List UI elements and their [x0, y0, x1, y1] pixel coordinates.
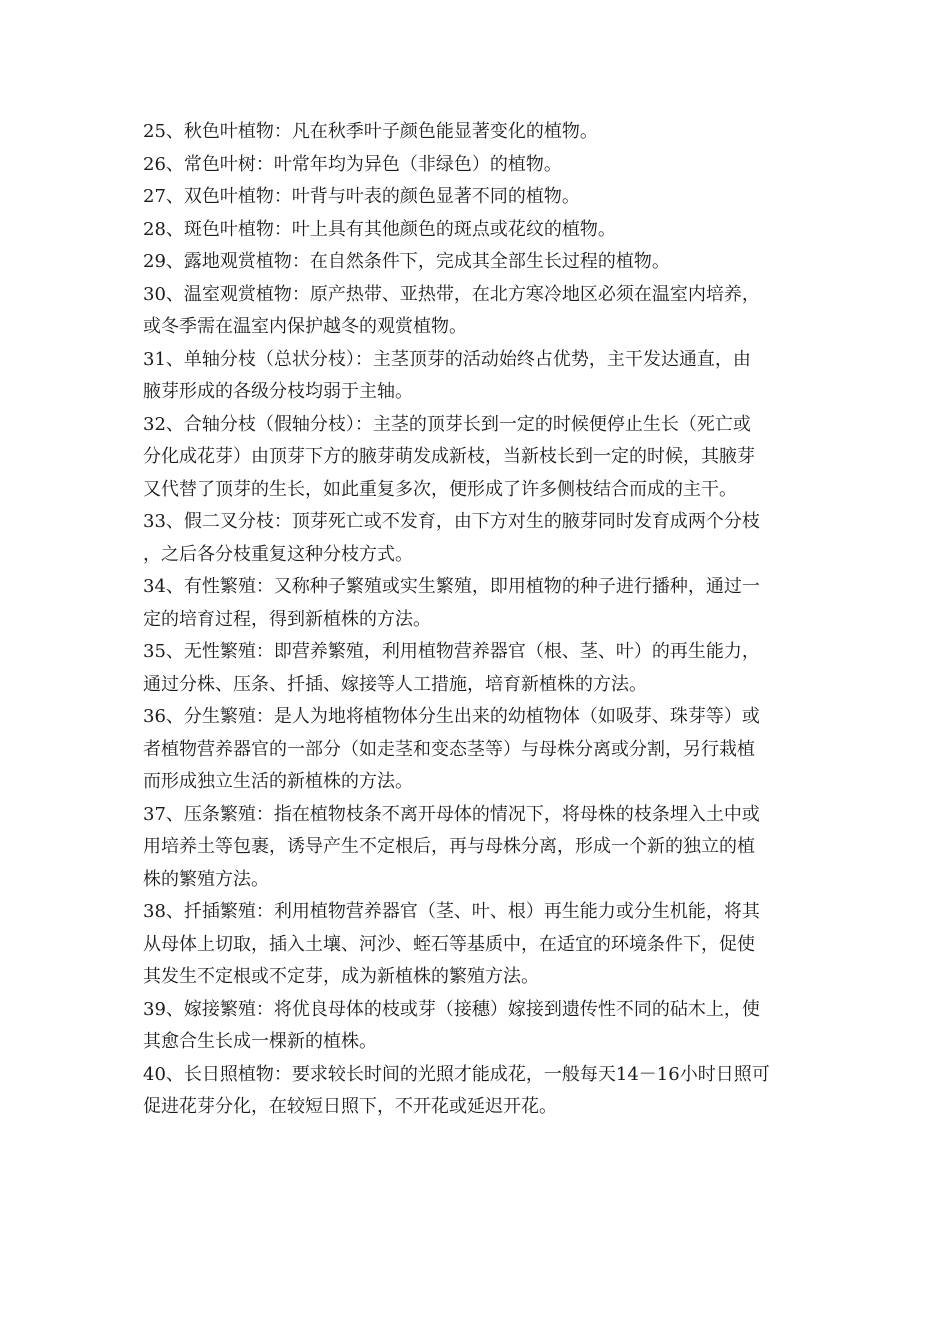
- entry-line: 25、秋色叶植物：凡在秋季叶子颜色能显著变化的植物。: [143, 121, 598, 142]
- glossary-entry: [143, 181, 803, 214]
- entry-line: 者植物营养器官的一部分（如走茎和变态茎等）与母株分离或分割，另行栽植: [143, 738, 755, 760]
- entry-line: 促进花芽分化，在较短日照下，不开花或延迟开花。: [143, 1096, 557, 1117]
- entry-line: 而形成独立生活的新植株的方法。: [143, 771, 413, 792]
- entry-line: 分化成花芽）由顶芽下方的腋芽萌发成新枝，当新枝长到一定的时候，其腋芽: [143, 446, 755, 467]
- entry-line: 39、嫁接繁殖：将优良母体的枝或芽（接穗）嫁接到遗传性不同的砧木上，使: [143, 998, 760, 1020]
- glossary-entry: [143, 1059, 803, 1124]
- entry-line: 35、无性繁殖：即营养繁殖，利用植物营养器官（根、茎、叶）的再生能力，: [143, 641, 760, 662]
- glossary-entry: [143, 149, 803, 182]
- entry-line: 37、压条繁殖：指在植物枝条不离开母体的情况下，将母株的枝条埋入土中或: [143, 803, 760, 825]
- glossary-entry: [143, 896, 803, 994]
- glossary-entry: [143, 994, 803, 1059]
- entry-line: 29、露地观赏植物：在自然条件下，完成其全部生长过程的植物。: [143, 251, 670, 272]
- entry-line: 32、合轴分枝（假轴分枝）：主茎的顶芽长到一定的时候便停止生长（死亡或: [143, 413, 751, 435]
- glossary-entry: [143, 409, 803, 507]
- glossary-entry: [143, 571, 803, 636]
- entry-line: 株的繁殖方法。: [143, 868, 269, 890]
- entry-line: 又代替了顶芽的生长，如此重复多次，便形成了许多侧枝结合而成的主干。: [143, 478, 737, 500]
- glossary-entry: [143, 246, 803, 279]
- entry-line: 38、扦插繁殖：利用植物营养器官（茎、叶、根）再生能力或分生机能，将其: [143, 901, 760, 922]
- entry-line: 从母体上切取，插入土壤、河沙、蛭石等基质中，在适宜的环境条件下，促使: [143, 933, 755, 955]
- entry-line: 26、常色叶树：叶常年均为异色（非绿色）的植物。: [143, 153, 562, 175]
- glossary-entry: [143, 701, 803, 799]
- glossary-entry: [143, 116, 803, 149]
- glossary-entry: [143, 279, 803, 344]
- entry-line: 30、温室观赏植物：原产热带、亚热带，在北方寒冷地区必须在温室内培养，: [143, 283, 760, 305]
- glossary-entry: [143, 344, 803, 409]
- entry-line: 通过分株、压条、扦插、嫁接等人工措施，培育新植株的方法。: [143, 673, 647, 695]
- entry-line: 31、单轴分枝（总状分枝）：主茎顶芽的活动始终占优势，主干发达通直，由: [143, 348, 751, 370]
- entry-line: 40、长日照植物：要求较长时间的光照才能成花，一般每天14－16小时日照可: [143, 1063, 770, 1085]
- entry-line: 28、斑色叶植物：叶上具有其他颜色的斑点或花纹的植物。: [143, 218, 616, 240]
- entry-line: 其愈合生长成一棵新的植株。: [143, 1031, 377, 1052]
- entry-line: 腋芽形成的各级分枝均弱于主轴。: [143, 381, 413, 402]
- entry-line: 或冬季需在温室内保护越冬的观赏植物。: [143, 316, 467, 337]
- entry-line: 27、双色叶植物：叶背与叶表的颜色显著不同的植物。: [143, 186, 580, 207]
- entry-line: 33、假二叉分枝：顶芽死亡或不发育，由下方对生的腋芽同时发育成两个分枝: [143, 511, 760, 532]
- entry-line: 定的培育过程，得到新植株的方法。: [143, 608, 431, 630]
- entry-line: 其发生不定根或不定芽，成为新植株的繁殖方法。: [143, 966, 539, 987]
- glossary-entry: [143, 506, 803, 571]
- entry-line: ，之后各分枝重复这种分枝方式。: [143, 543, 413, 565]
- glossary-text: [143, 116, 803, 1124]
- entry-line: 36、分生繁殖：是人为地将植物体分生出来的幼植物体（如吸芽、珠芽等）或: [143, 706, 760, 727]
- entry-line: 34、有性繁殖：又称种子繁殖或实生繁殖，即用植物的种子进行播种，通过一: [143, 576, 760, 597]
- entry-line: 用培养土等包裹，诱导产生不定根后，再与母株分离，形成一个新的独立的植: [143, 836, 755, 857]
- glossary-entry: [143, 214, 803, 247]
- glossary-entry: [143, 636, 803, 701]
- glossary-entry: [143, 799, 803, 897]
